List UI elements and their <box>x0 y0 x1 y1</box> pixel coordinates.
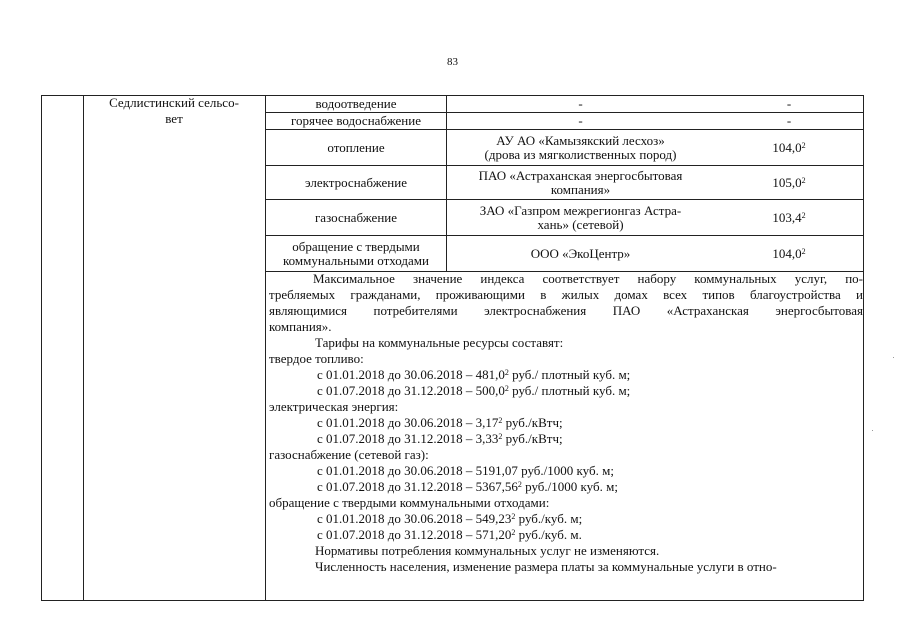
tariff-line-text: с 01.01.2018 до 30.06.2018 – 3,17 <box>317 415 499 430</box>
service-cell <box>266 166 446 199</box>
table-border-right <box>863 95 864 601</box>
index-cell <box>715 130 863 165</box>
provider-cell <box>447 200 714 235</box>
settlement-name-line: Седлистинский сельсо- <box>109 95 239 110</box>
table-border-bottom <box>41 600 864 601</box>
index-cell <box>715 236 863 271</box>
provider-name: ООО «ЭкоЦентр» <box>530 245 631 261</box>
document-table <box>41 95 864 601</box>
tariff-line <box>267 415 863 431</box>
provider-name: - <box>578 113 583 128</box>
service-name: водоотведение <box>315 96 397 111</box>
index-value: 105,0 <box>772 174 802 190</box>
tariff-footnote: 2 <box>504 368 509 377</box>
service-cell <box>266 113 446 129</box>
service-name: газоснабжение <box>314 209 398 225</box>
provider-name: ПАО «Астраханская энергосбытовая <box>478 167 683 183</box>
provider-name: (дрова из мягколиственных пород) <box>484 146 677 162</box>
tariff-heading: газоснабжение (сетевой газ): <box>269 447 429 462</box>
tariff-heading: твердое топливо: <box>269 351 364 366</box>
tariff-line-text: с 01.07.2018 до 31.12.2018 – 3,33 <box>317 431 499 446</box>
scan-speck <box>893 357 894 358</box>
tariff-line-unit: руб./1000 куб. м; <box>521 479 618 494</box>
tariff-footnote: 2 <box>511 528 516 537</box>
tariff-line-unit: руб./кВтч; <box>502 431 563 446</box>
service-name: отопление <box>327 139 385 155</box>
service-cell <box>266 130 446 165</box>
paragraph-line: являющимися потребителями электроснабжения ПАО «Астраханская энергосбытовая <box>269 303 863 318</box>
tariff-line-text: с 01.07.2018 до 31.12.2018 – 5367,56 <box>317 479 518 494</box>
table-divider-settlement <box>83 95 84 601</box>
index-value: 103,4 <box>772 209 802 225</box>
explanatory-text <box>267 271 863 575</box>
index-cell <box>715 200 863 235</box>
paragraph-line: требляемых гражданами, проживающими в жилых домах всех типов благоустройства и <box>269 287 863 302</box>
tariff-line-text: с 01.01.2018 до 30.06.2018 – 481,0 <box>317 367 505 382</box>
index-cell <box>715 113 863 129</box>
settlement-name-line: вет <box>165 111 183 126</box>
provider-name: компания» <box>550 181 611 197</box>
service-name: горячее водоснабжение <box>291 113 421 128</box>
provider-name: АУ АО «Камызякский лесхоз» <box>496 132 665 148</box>
table-border-left <box>41 95 42 601</box>
service-name: коммунальными отходами <box>283 252 429 268</box>
settlement-name <box>84 95 264 127</box>
index-value: - <box>786 96 792 111</box>
tariff-footnote: 2 <box>498 432 503 441</box>
index-footnote: 2 <box>801 246 806 256</box>
index-value: 104,0 <box>772 245 802 261</box>
provider-cell <box>447 166 714 199</box>
paragraph-line: компания». <box>269 319 332 334</box>
tariff-line <box>267 431 863 447</box>
tariff-line-unit: руб./ плотный куб. м; <box>508 383 631 398</box>
norms-statement: Нормативы потребления коммунальных услуг не изменяются. <box>315 543 660 558</box>
tariff-line-text: с 01.01.2018 до 30.06.2018 – 549,23 <box>317 511 512 526</box>
tariff-line-text: с 01.07.2018 до 31.12.2018 – 571,20 <box>317 527 512 542</box>
index-cell <box>715 96 863 112</box>
population-statement: Численность населения, изменение размера платы за коммунальные услуги в отно- <box>315 559 777 574</box>
tariff-line-text: с 01.01.2018 до 30.06.2018 – 5191,07 руб./1000 куб. м; <box>317 463 614 478</box>
index-footnote: 2 <box>801 210 806 220</box>
index-footnote: 2 <box>801 140 806 150</box>
tariff-footnote: 2 <box>517 480 522 489</box>
provider-cell <box>447 96 714 112</box>
provider-cell <box>447 236 714 271</box>
service-cell <box>266 236 446 271</box>
tariff-line-unit: руб./кВтч; <box>502 415 563 430</box>
index-footnote: 2 <box>801 175 806 185</box>
paragraph-line: Максимальное значение индекса соответствует набору коммунальных услуг, по- <box>313 271 863 286</box>
tariff-line-unit: руб./куб. м; <box>515 511 583 526</box>
provider-name: ЗАО «Газпром межрегионгаз Астра- <box>479 202 682 218</box>
tariff-line-unit: руб./ плотный куб. м; <box>508 367 631 382</box>
tariff-footnote: 2 <box>511 512 516 521</box>
provider-cell <box>447 113 714 129</box>
service-cell <box>266 200 446 235</box>
provider-name: хань» (сетевой) <box>537 216 624 232</box>
tariff-line <box>267 367 863 383</box>
service-cell <box>266 96 446 112</box>
tariffs-intro: Тарифы на коммунальные ресурсы составят: <box>315 335 564 350</box>
tariff-line <box>267 383 863 399</box>
tariff-line-unit: руб./куб. м. <box>515 527 582 542</box>
tariff-line <box>267 479 863 495</box>
index-value: - <box>786 113 792 128</box>
service-name: обращение с твердыми <box>292 238 420 254</box>
index-cell <box>715 166 863 199</box>
tariff-footnote: 2 <box>498 416 503 425</box>
tariff-heading: обращение с твердыми коммунальными отходами: <box>269 495 550 510</box>
scan-speck <box>872 430 873 431</box>
page-number: 83 <box>447 56 458 68</box>
provider-name: - <box>578 96 583 111</box>
tariff-footnote: 2 <box>504 384 509 393</box>
provider-cell <box>447 130 714 165</box>
service-name: электроснабжение <box>305 174 407 190</box>
tariff-line <box>267 511 863 527</box>
tariff-heading: электрическая энергия: <box>269 399 399 414</box>
tariff-line-text: с 01.07.2018 до 31.12.2018 – 500,0 <box>317 383 505 398</box>
tariff-line <box>267 463 863 479</box>
tariff-line <box>267 527 863 543</box>
index-value: 104,0 <box>772 139 802 155</box>
